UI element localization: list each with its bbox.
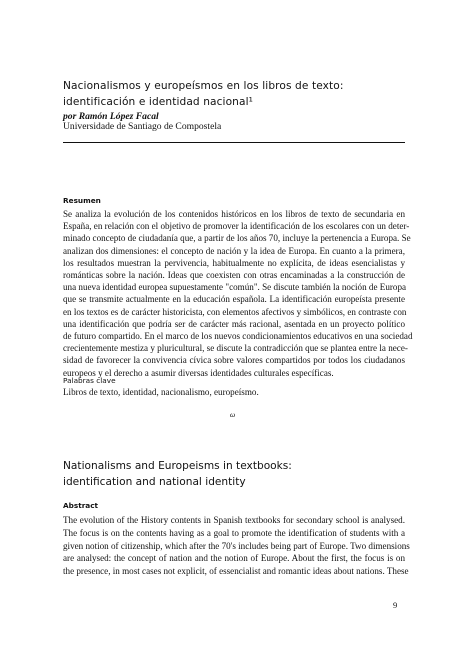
title-line: Nationalisms and Europeisms in textbooks: bbox=[63, 460, 292, 472]
section-separator-ornament: ω bbox=[229, 410, 236, 419]
title-line: identificación e identidad nacional¹ bbox=[63, 96, 253, 108]
resumen-line: España, en relación con el objetivo de promover la identificación de los escolares con un deter- bbox=[63, 221, 410, 232]
abstract-line: the presence, in most cases not explicit, of essencialist and romantic ideas about nations. These bbox=[63, 566, 409, 577]
resumen-line: europeos y el derecho a asumir diversas identidades culturales específicas. bbox=[63, 367, 334, 378]
abstract-body bbox=[63, 514, 410, 578]
abstract-line: given notion of citizenship, which after the 70's includes being part of Europe. Two dimensions bbox=[63, 540, 410, 551]
resumen-line: crecientemente mestiza y pluricultural, se discute la contradicción que se plantea entre la nece- bbox=[63, 343, 408, 354]
abstract-line: The evolution of the History contents in Spanish textbooks for secondary school is analysed. bbox=[63, 515, 405, 525]
resumen-line: los resultados muestran la pervivencia, habitualmente no explícita, de ideas esencialistas y bbox=[63, 257, 405, 268]
keywords-text: Libros de texto, identidad, nacionalismo, europeísmo. bbox=[63, 387, 259, 397]
resumen-line: una nueva identidad europea supuestamente "común". Se discute también la noción de Europa bbox=[63, 282, 407, 293]
resumen-heading: Resumen bbox=[63, 196, 101, 205]
author-name: por Ramón López Facal bbox=[63, 111, 159, 122]
article-title-english bbox=[63, 458, 393, 490]
resumen-line: una identificación que podría ser de carácter más racional, asentada en un proyecto político bbox=[63, 318, 405, 329]
author-affiliation: Universidade de Santiago de Compostela bbox=[63, 121, 222, 132]
title-line: identification and national identity bbox=[63, 476, 246, 488]
resumen-line: sidad de favorecer la convivencia cívica sobre valores compartidos por todos los ciudadanos bbox=[63, 355, 405, 366]
resumen-line: Se analiza la evolución de los contenidos históricos en los libros de texto de secundaria en bbox=[63, 209, 405, 219]
abstract-heading: Abstract bbox=[63, 501, 99, 510]
resumen-body bbox=[63, 208, 413, 379]
abstract-line: The focus is on the contents having as a goal to promote the identification of students with a bbox=[63, 527, 405, 538]
resumen-line: románticas sobre la nación. Ideas que coexisten con otras encaminadas a la construcción de bbox=[63, 270, 405, 281]
resumen-line: que se transmite actualmente en la educación española. La identificación europeísta presente bbox=[63, 294, 405, 305]
abstract-line: are analysed: the concept of nation and the notion of Europe. About the first, the focus is on bbox=[63, 553, 405, 564]
resumen-line: en los textos es de carácter historicista, con elementos afectivos y simbólicos, en contraste con bbox=[63, 306, 407, 317]
page-number: 9 bbox=[393, 600, 398, 610]
resumen-line: analizan dos dimensiones: el concepto de nación y la idea de Europa. En cuanto a la primera, bbox=[63, 245, 405, 256]
article-title-spanish bbox=[63, 78, 393, 110]
header-rule bbox=[63, 142, 405, 143]
resumen-line: minado concepto de ciudadanía que, a partir de los años 70, incluye la pertenencia a Europa. Se bbox=[63, 233, 411, 244]
title-line: Nacionalismos y europeísmos en los libros de texto: bbox=[63, 80, 344, 92]
resumen-line: de futuro compartido. En el marco de los nuevos condicionamientos educativos en una sociedad bbox=[63, 331, 413, 342]
keywords-heading: Palabras clave bbox=[63, 376, 116, 385]
